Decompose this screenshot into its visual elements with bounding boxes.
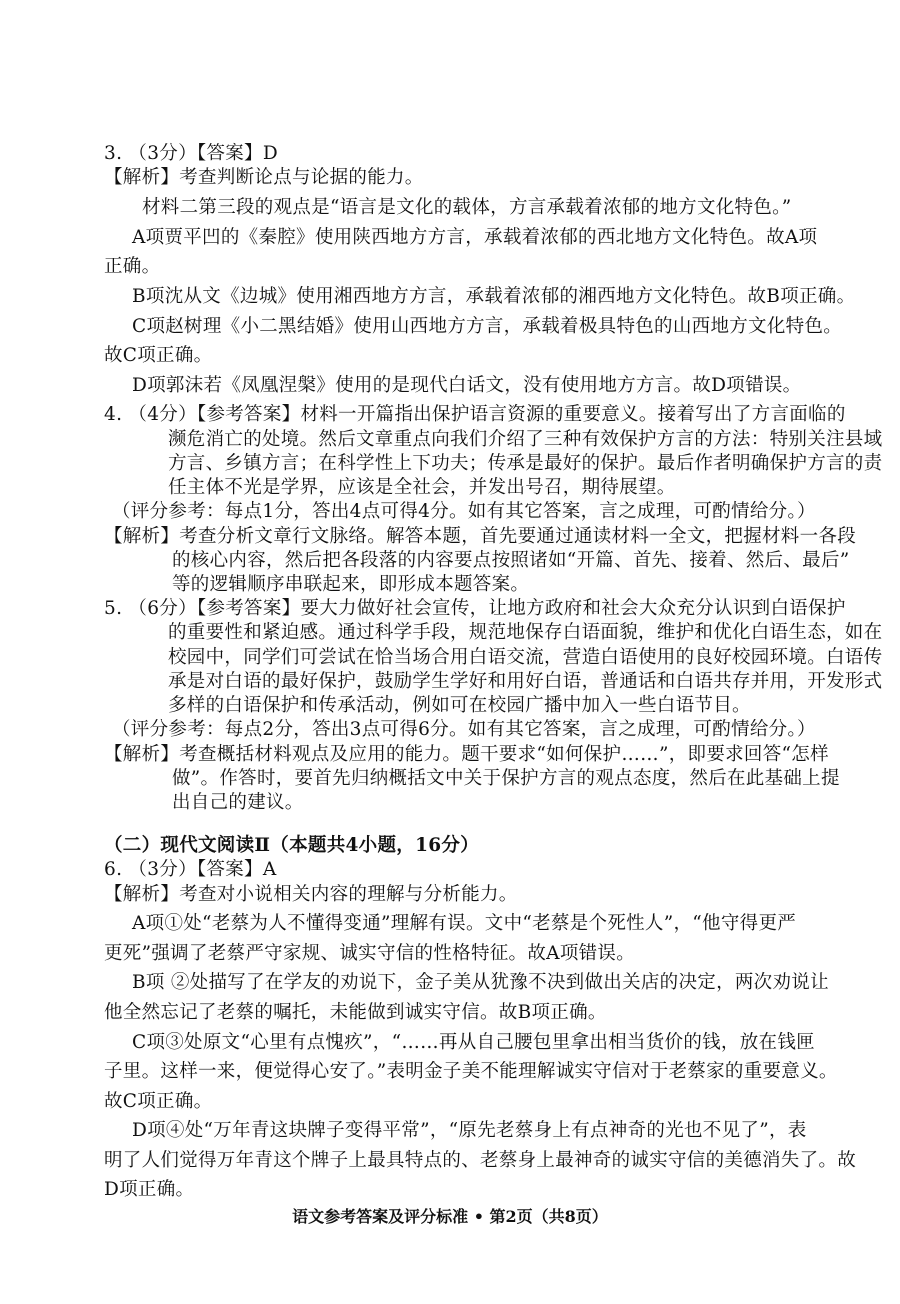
q4-analysis-line2: 的核心内容，然后把各段落的内容要点按照诸如“开篇、首先、接着、然后、最后”: [172, 550, 850, 571]
q3-option-a: A项贾平凹的《秦腔》使用陕西地方方言，承载着浓郁的西北地方文化特色。故A项: [132, 227, 818, 248]
q5-analysis-line3: 出自己的建议。: [172, 792, 304, 813]
q6-option-a-cont: 更死”强调了老蔡严守家规、诚实守信的性格特征。故A项错误。: [104, 943, 636, 964]
q6-option-c: C项③处原文“心里有点愧疚”，“……再从自己腰包里拿出相当货价的钱，放在钱匣: [132, 1032, 815, 1053]
q6-analysis-heading: 【解析】考查对小说相关内容的理解与分析能力。: [104, 884, 518, 905]
q3-analysis-heading: 【解析】考查判断论点与论据的能力。: [104, 167, 424, 188]
q5-scoring-note: （评分参考：每点2分，答出3点可得6分。如有其它答案，言之成理，可酌情给分。）: [112, 719, 816, 740]
q5-analysis: 【解析】考查概括材料观点及应用的能力。题干要求“如何保护……”，即要求回答“怎样: [104, 744, 829, 765]
q4-analysis: 【解析】考查分析文章行文脉络。解答本题，首先要通过通读材料一全文，把握材料一各段: [104, 526, 857, 547]
q6-option-c-cont2: 故C项正确。: [104, 1091, 213, 1112]
q3-paragraph: 材料二第三段的观点是“语言是文化的载体，方言承载着浓郁的地方文化特色。”: [142, 197, 792, 218]
q6-option-d: D项④处“万年青这块牌子变得平常”，“原先老蔡身上有点神奇的光也不见了”，表: [132, 1120, 807, 1141]
q3-option-c-cont: 故C项正确。: [104, 345, 213, 366]
page-footer: 语文参考答案及评分标准 • 第2页（共8页）: [292, 1207, 608, 1226]
section-heading: （二）现代文阅读Ⅱ（本题共4小题，16分）: [104, 835, 480, 856]
q5-answer: 5. （6分）【参考答案】要大力做好社会宣传，让地方政府和社会大众充分认识到白语保护: [104, 598, 846, 619]
q6-option-c-cont: 子里。这样一来，便觉得心安了。”表明金子美不能理解诚实守信对于老蔡家的重要意义。: [104, 1061, 838, 1082]
q5-analysis-line2: 做”。作答时，要首先归纳概括文中关于保护方言的观点态度，然后在此基础上提: [172, 768, 840, 789]
q4-answer-line3: 方言、乡镇方言；在科学性上下功夫；传承是最好的保护。最后作者明确保护方言的责: [168, 453, 883, 474]
q3-option-c: C项赵树理《小二黑结婚》使用山西地方方言，承载着极具特色的山西地方文化特色。: [132, 316, 843, 337]
q6-option-b-cont: 他全然忘记了老蔡的嘱托，未能做到诚实守信。故B项正确。: [104, 1002, 607, 1023]
q5-answer-line3: 校园中，同学们可尝试在恰当场合用白语交流，营造白语使用的良好校园环境。白语传: [168, 647, 883, 668]
q3-option-d: D项郭沫若《凤凰涅槃》使用的是现代白话文，没有使用地方方言。故D项错误。: [132, 375, 802, 396]
q3-option-b: B项沈从文《边城》使用湘西地方方言，承载着浓郁的湘西地方文化特色。故B项正确。: [132, 286, 856, 307]
q4-scoring-note: （评分参考：每点1分，答出4点可得4分。如有其它答案，言之成理，可酌情给分。）: [112, 501, 816, 522]
q3-header: 3. （3分）【答案】D: [104, 143, 278, 164]
q5-answer-line4: 承是对白语的最好保护，鼓励学生学好和用好白语，普通话和白语共存并用，开发形式: [168, 671, 883, 692]
q4-analysis-line3: 等的逻辑顺序串联起来，即形成本题答案。: [172, 574, 530, 595]
q6-option-a: A项①处“老蔡为人不懂得变通”理解有误。文中“老蔡是个死性人”，“他守得更严: [132, 913, 797, 934]
q4-answer: 4. （4分）【参考答案】材料一开篇指出保护语言资源的重要意义。接着写出了方言面临的: [104, 404, 846, 425]
q6-header: 6. （3分）【答案】A: [104, 859, 277, 880]
q6-option-d-cont: 明了人们觉得万年青这个牌子上最具特点的、老蔡身上最神奇的诚实守信的美德消失了。故: [104, 1150, 857, 1171]
q4-answer-line2: 濒危消亡的处境。然后文章重点向我们介绍了三种有效保护方言的方法：特别关注县域: [168, 429, 883, 450]
q4-answer-line4: 任主体不光是学界，应该是全社会，并发出号召，期待展望。: [168, 477, 676, 498]
q5-answer-line5: 多样的白语保护和传承活动，例如可在校园广播中加入一些白语节目。: [168, 695, 751, 716]
q6-option-d-cont2: D项正确。: [104, 1179, 195, 1200]
q3-option-a-cont: 正确。: [104, 256, 161, 277]
q6-option-b: B项 ②处描写了在学友的劝说下，金子美从犹豫不决到做出关店的决定，两次劝说让: [132, 972, 829, 993]
q5-answer-line2: 的重要性和紧迫感。通过科学手段，规范地保存白语面貌，维护和优化白语生态，如在: [168, 622, 883, 643]
